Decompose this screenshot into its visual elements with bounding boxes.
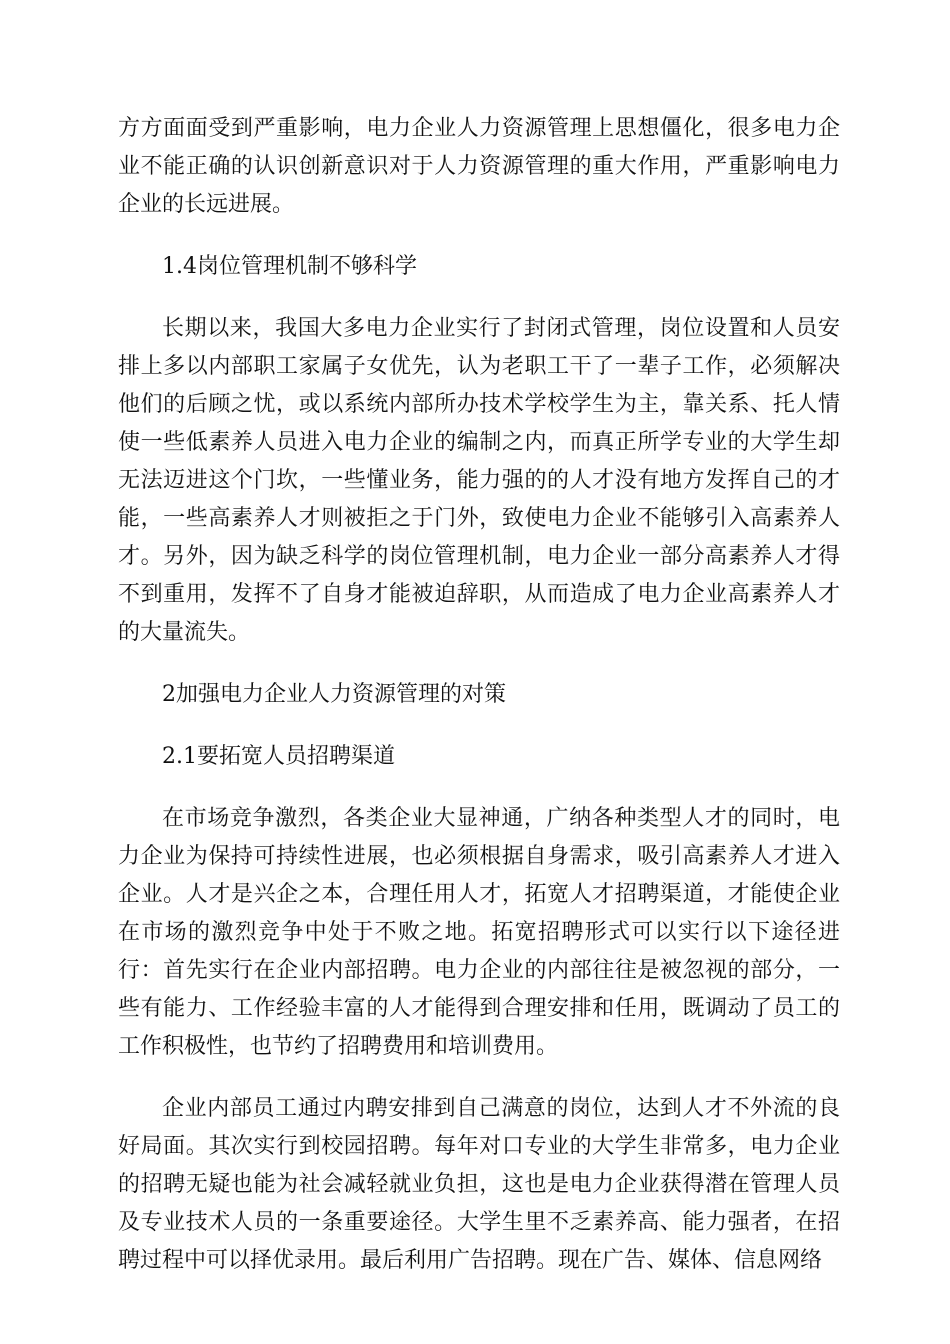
section-heading-2-1: 2.1要拓宽人员招聘渠道 — [162, 744, 395, 769]
section-heading-2: 2加强电力企业人力资源管理的对策 — [162, 682, 506, 707]
paragraph-post-management: 长期以来，我国大多电力企业实行了封闭式管理，岗位设置和人员安排上多以内部职工家属子女优先，认为老职工干了一辈子工作，必须解决他们的后顾之忧，或以系统内部所办技术学校学生为主，靠关系、托人情使一些低素养人员进入电力企业的编制之内，而真正所学专业的大学生却无法迈进这个门坎，一些懂业务，能力强的的人才没有地方发挥自己的才能，一些高素养人才则被拒之于门外，致使电力企业不能够引入高素养人才。另外，因为缺乏科学的岗位管理机制，电力企业一部分高素养人才得不到重用，发挥不了自身才能被迫辞职，从而造成了电力企业高素养人才的大量流失。 — [118, 316, 840, 645]
document-page — [118, 110, 840, 1304]
paragraph-internal-recruitment: 企业内部员工通过内聘安排到自己满意的岗位，达到人才不外流的良好局面。其次实行到校园招聘。每年对口专业的大学生非常多，电力企业的招聘无疑也能为社会减轻就业负担，这也是电力企业获得潜在管理人员及专业技术人员的一条重要途径。大学生里不乏素养高、能力强者，在招聘过程中可以择优录用。最后利用广告招聘。现在广告、媒体、信息网络 — [118, 1096, 840, 1273]
section-heading-1-4: 1.4岗位管理机制不够科学 — [162, 254, 417, 279]
paragraph-recruitment-channels: 在市场竞争激烈，各类企业大显神通，广纳各种类型人才的同时，电力企业为保持可持续性进展，也必须根据自身需求，吸引高素养人才进入企业。人才是兴企之本，合理任用人才，拓宽人才招聘渠道，才能使企业在市场的激烈竞争中处于不败之地。拓宽招聘形式可以实行以下途径进行：首先实行在企业内部招聘。电力企业的内部往往是被忽视的部分，一些有能力、工作经验丰富的人才能得到合理安排和任用，既调动了员工的工作积极性，也节约了招聘费用和培训费用。 — [118, 806, 840, 1059]
paragraph-continuation: 方方面面受到严重影响，电力企业人力资源管理上思想僵化，很多电力企业不能正确的认识创新意识对于人力资源管理的重大作用，严重影响电力企业的长远进展。 — [118, 116, 840, 217]
